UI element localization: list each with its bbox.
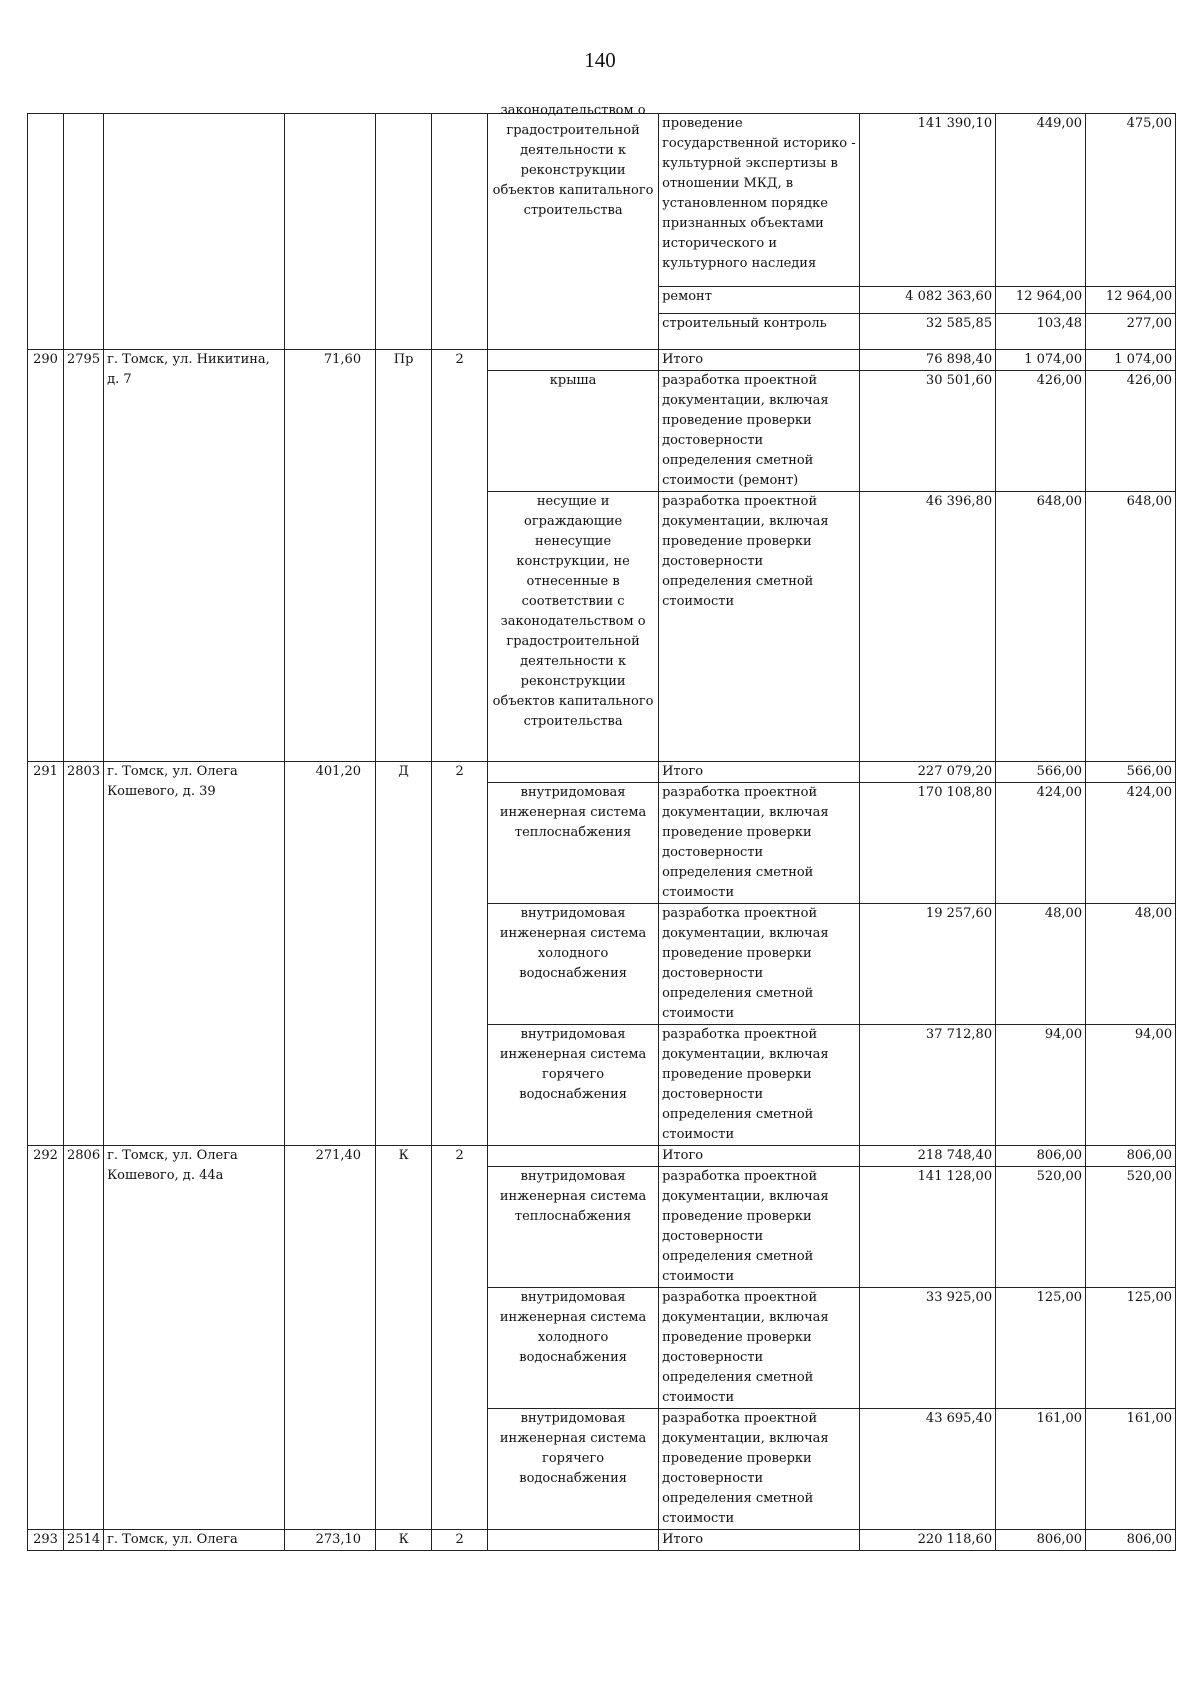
cell-work: проведение государственной историко - культурной экспертизы в отношении МКД, в установленном порядке признанных объектами исторического и культурного наследия <box>659 114 860 287</box>
cell-unit-cost: 1 074,00 <box>996 350 1086 371</box>
cell-max-cost: 1 074,00 <box>1086 350 1176 371</box>
cell-unit-cost: 520,00 <box>996 1167 1086 1288</box>
cell-unit-cost: 161,00 <box>996 1409 1086 1530</box>
cell-period: 2 <box>432 1530 488 1551</box>
cell-unit-cost: 103,48 <box>996 314 1086 350</box>
cell-cost: 220 118,60 <box>860 1530 996 1551</box>
cell-cost: 218 748,40 <box>860 1146 996 1167</box>
cell-max-cost: 566,00 <box>1086 762 1176 783</box>
cell-num: 290 <box>28 350 64 762</box>
cell-element <box>488 1530 659 1551</box>
cell-id: 2806 <box>64 1146 104 1530</box>
element-text: законодательством о градостроительной деятельности к реконструкции объектов капитального строительства <box>492 103 654 218</box>
cell-element: крыша <box>488 371 659 492</box>
cell-period: 2 <box>432 1146 488 1530</box>
cell-unit-cost: 12 964,00 <box>996 287 1086 314</box>
cell-work: разработка проектной документации, включая проведение проверки достоверности определения сметной стоимости <box>659 1409 860 1530</box>
cell-unit-cost: 806,00 <box>996 1530 1086 1551</box>
cell-address: г. Томск, ул. Олега Кошевого, д. 39 <box>104 762 285 1146</box>
cell-element <box>488 762 659 783</box>
cell-address <box>104 114 285 350</box>
cell-cost: 33 925,00 <box>860 1288 996 1409</box>
cell-unit-cost: 648,00 <box>996 492 1086 762</box>
cell-work: разработка проектной документации, включая проведение проверки достоверности определения сметной стоимости <box>659 492 860 762</box>
cell-element <box>488 1146 659 1167</box>
cell-element: внутридомовая инженерная система теплоснабжения <box>488 783 659 904</box>
cell-max-cost: 520,00 <box>1086 1167 1176 1288</box>
cell-method: Пр <box>376 350 432 762</box>
cell-area: 71,60 <box>285 350 376 762</box>
cell-area: 273,10 <box>285 1530 376 1551</box>
cell-max-cost: 475,00 <box>1086 114 1176 287</box>
cell-cost: 37 712,80 <box>860 1025 996 1146</box>
cell-max-cost: 648,00 <box>1086 492 1176 762</box>
cell-work: разработка проектной документации, включая проведение проверки достоверности определения сметной стоимости <box>659 1167 860 1288</box>
table-row <box>28 1146 1176 1167</box>
cell-area <box>285 114 376 350</box>
cell-num <box>28 114 64 350</box>
cell-max-cost: 48,00 <box>1086 904 1176 1025</box>
cell-cost: 141 128,00 <box>860 1167 996 1288</box>
cell-cost: 43 695,40 <box>860 1409 996 1530</box>
cell-id: 2803 <box>64 762 104 1146</box>
cell-id: 2514 <box>64 1530 104 1551</box>
cell-unit-cost: 449,00 <box>996 114 1086 287</box>
cell-cost: 141 390,10 <box>860 114 996 287</box>
cell-unit-cost: 566,00 <box>996 762 1086 783</box>
cell-work: разработка проектной документации, включая проведение проверки достоверности определения сметной стоимости (ремонт) <box>659 371 860 492</box>
cell-max-cost: 277,00 <box>1086 314 1176 350</box>
cell-max-cost: 125,00 <box>1086 1288 1176 1409</box>
cell-unit-cost: 48,00 <box>996 904 1086 1025</box>
cell-area: 401,20 <box>285 762 376 1146</box>
cell-work: Итого <box>659 350 860 371</box>
cell-work: разработка проектной документации, включая проведение проверки достоверности определения сметной стоимости <box>659 1025 860 1146</box>
cell-address: г. Томск, ул. Олега Кошевого, д. 44а <box>104 1146 285 1530</box>
table-row <box>28 1530 1176 1551</box>
cell-work: разработка проектной документации, включая проведение проверки достоверности определения сметной стоимости <box>659 783 860 904</box>
cell-cost: 32 585,85 <box>860 314 996 350</box>
cell-num: 293 <box>28 1530 64 1551</box>
table-row <box>28 114 1176 287</box>
cell-num: 291 <box>28 762 64 1146</box>
cell-element <box>488 350 659 371</box>
cell-element: несущие и ограждающие ненесущие конструкции, не отнесенные в соответствии с законодательством о градостроительной деятельности к реконструкции объектов капитального строительства <box>488 492 659 762</box>
cell-num: 292 <box>28 1146 64 1530</box>
cell-element: внутридомовая инженерная система горячего водоснабжения <box>488 1025 659 1146</box>
cell-unit-cost: 426,00 <box>996 371 1086 492</box>
cell-max-cost: 806,00 <box>1086 1146 1176 1167</box>
cell-max-cost: 426,00 <box>1086 371 1176 492</box>
cell-element <box>488 103 659 350</box>
page-number: 140 <box>584 48 616 72</box>
cell-cost: 46 396,80 <box>860 492 996 762</box>
cell-method: К <box>376 1146 432 1530</box>
cell-address: г. Томск, ул. Никитина, д. 7 <box>104 350 285 762</box>
cell-unit-cost: 806,00 <box>996 1146 1086 1167</box>
table-row <box>28 350 1176 371</box>
cell-cost: 170 108,80 <box>860 783 996 904</box>
cell-work: Итого <box>659 762 860 783</box>
cell-max-cost: 161,00 <box>1086 1409 1176 1530</box>
cell-address: г. Томск, ул. Олега <box>104 1530 285 1551</box>
cell-period: 2 <box>432 762 488 1146</box>
table-row <box>28 762 1176 783</box>
cell-max-cost: 94,00 <box>1086 1025 1176 1146</box>
cell-max-cost: 806,00 <box>1086 1530 1176 1551</box>
cell-id <box>64 114 104 350</box>
cell-method: К <box>376 1530 432 1551</box>
cell-work: разработка проектной документации, включая проведение проверки достоверности определения сметной стоимости <box>659 1288 860 1409</box>
cell-work: разработка проектной документации, включая проведение проверки достоверности определения сметной стоимости <box>659 904 860 1025</box>
cell-area: 271,40 <box>285 1146 376 1530</box>
cell-cost: 227 079,20 <box>860 762 996 783</box>
cell-work: Итого <box>659 1146 860 1167</box>
cell-cost: 30 501,60 <box>860 371 996 492</box>
cell-element: внутридомовая инженерная система горячего водоснабжения <box>488 1409 659 1530</box>
cell-unit-cost: 424,00 <box>996 783 1086 904</box>
cell-period <box>432 114 488 350</box>
cell-element: внутридомовая инженерная система холодного водоснабжения <box>488 1288 659 1409</box>
cell-cost: 76 898,40 <box>860 350 996 371</box>
cell-element: внутридомовая инженерная система холодного водоснабжения <box>488 904 659 1025</box>
cell-unit-cost: 125,00 <box>996 1288 1086 1409</box>
cell-max-cost: 12 964,00 <box>1086 287 1176 314</box>
cell-cost: 4 082 363,60 <box>860 287 996 314</box>
cell-id: 2795 <box>64 350 104 762</box>
cell-work: ремонт <box>659 287 860 314</box>
capital-repair-table <box>27 103 1176 1551</box>
cell-unit-cost: 94,00 <box>996 1025 1086 1146</box>
cell-work: строительный контроль <box>659 314 860 350</box>
cell-method <box>376 114 432 350</box>
cell-method: Д <box>376 762 432 1146</box>
cell-period: 2 <box>432 350 488 762</box>
cell-max-cost: 424,00 <box>1086 783 1176 904</box>
cell-work: Итого <box>659 1530 860 1551</box>
cell-element: внутридомовая инженерная система теплоснабжения <box>488 1167 659 1288</box>
cell-cost: 19 257,60 <box>860 904 996 1025</box>
